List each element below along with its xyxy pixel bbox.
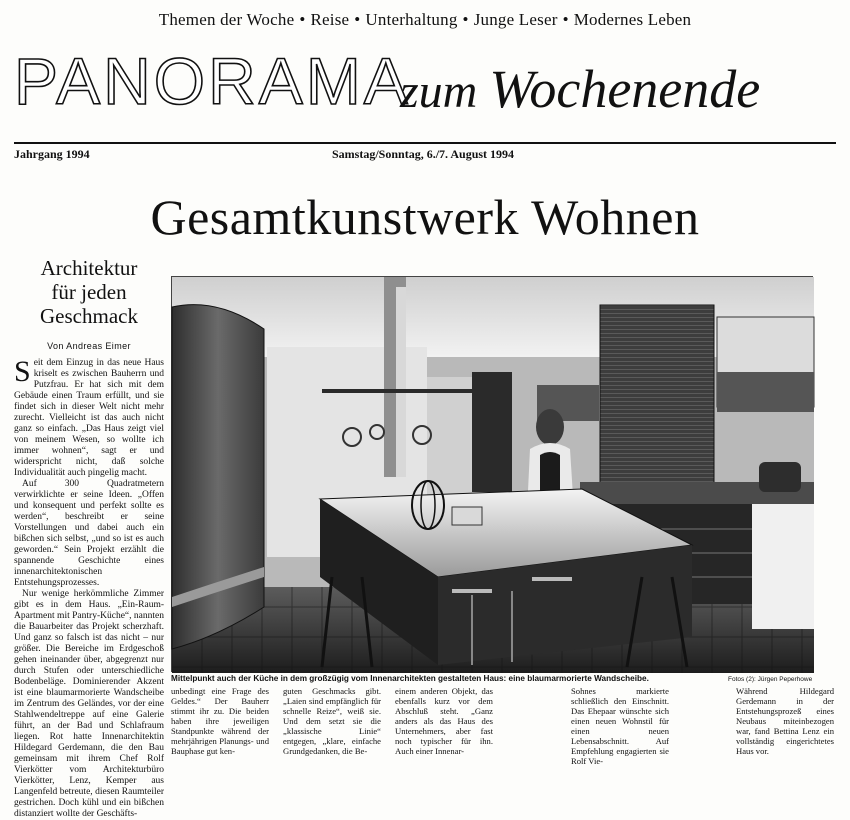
- bottom-columns: [171, 686, 840, 766]
- article-headline: Gesamtkunstwerk Wohnen: [150, 189, 700, 245]
- article-column: unbedingt eine Frage des Geldes.“ Der Bauherr stimmt ihr zu. Die beiden haben ihre jeweiligen Standpunkte während der mehrjährigen Planungs- und Bauphase gut ken-: [171, 686, 269, 756]
- kitchen-photo: [171, 276, 813, 672]
- topics-bar: [0, 10, 850, 30]
- subheadline-line: Geschmack: [40, 304, 138, 328]
- masthead-main: Wochenende: [489, 59, 761, 119]
- paragraph-text: eit dem Einzug in das neue Haus kriselt es zwischen Bauherrn und Putzfrau. Er hat sich mit dem Gebäude einen Traum erfüllt, und sie findet sich in dieser Welt nicht mehr zurecht. Vielleicht ist das auch nicht ganz so einfach. „Das Haus zeigt viel von meinem Wesen, so wollte ich immer wohnen“, sagt er und widerspricht nicht, daß solche Individualität auch pingelig macht.: [14, 358, 164, 478]
- issue-date: Samstag/Sonntag, 6./7. August 1994: [332, 147, 515, 161]
- subheadline-line: für jeden: [51, 280, 127, 304]
- article-column-1: [14, 355, 164, 819]
- topic-separator: •: [354, 10, 361, 29]
- topic-item[interactable]: Themen der Woche: [158, 10, 295, 29]
- topic-separator: •: [562, 10, 569, 29]
- article-column: Während Hildegard Gerdemann in der Entstehungsprozeß eines Neubaus miteinbezogen war, fand Bettina Lenz ein vollständig eingerichtetes Haus vor.: [736, 686, 834, 756]
- subheadline-line: Architektur: [40, 256, 138, 280]
- article-column: einem anderen Objekt, das ebenfalls kurz vor dem Abschluß steht. „Ganz anders als das Haus des Unternehmers, aber fast noch typischer für ihn. Auch einer Innenar-: [395, 686, 493, 756]
- topic-separator: •: [462, 10, 469, 29]
- photo-credit: Fotos (2): Jürgen Peperhowe: [728, 676, 813, 683]
- topic-item[interactable]: Reise: [310, 10, 350, 29]
- topic-item[interactable]: Junge Leser: [473, 10, 558, 29]
- topic-item[interactable]: Modernes Leben: [573, 10, 692, 29]
- masthead-prefix: zum: [400, 65, 478, 118]
- article-byline: Von Andreas Eimer: [47, 341, 131, 351]
- kitchen-photo-illustration: [172, 277, 814, 673]
- masthead-panorama: PANORAMA: [14, 44, 411, 118]
- masthead-wochenende: [400, 59, 761, 119]
- article-paragraph: Nur wenige herkömmliche Zimmer gibt es in dem Haus. „Ein-Raum-Apartment mit Pantry-Küche“, nannten die Bauarbeiter das Projekt scherzhaft. Und ganz so falsch ist das nicht – nur größer. Die Bereiche im Erdgeschoß gehen ineinander über, abgegrenzt nur durch Stufen oder unterschiedliche Bodenbeläge. Dominierender Akzent ist eine blaumarmorierte Wandscheibe im Zentrum des Geländes, vor der eine Stahlwendeltreppe auf eine Galerie führt, an der Bad und Schlafraum liegen. Rot hatte Innenarchitektin Hildegard Gerdemann, die den Bau gemeinsam mit ihrem Chef Rolf Vierkötter vom Architekturbüro Vierkötter, Lenz, Kemper aus Langenfeld betreute, diesen Raumteiler gestrichen. Doch kühl und ein bißchen distanziert wollte der Geschäfts-: [14, 589, 164, 819]
- article-paragraph: [14, 355, 164, 479]
- topic-item[interactable]: Unterhaltung: [365, 10, 458, 29]
- article-paragraph: Auf 300 Quadratmetern verwirklichte er seine Ideen. „Offen und konsequent und perfekt sollte es werden“, beschreibt er seine Vorstellungen und dabei auch ein bißchen sich selbst, „und so ist es auch geworden.“ Sein Projekt erzählt die spannende Geschichte eines innenarchitektonischen Entstehungsprozesses.: [14, 479, 164, 588]
- article-subheadline: [14, 256, 164, 328]
- masthead-rule: [14, 142, 836, 144]
- article-column: guten Geschmacks gibt. „Laien sind empfänglich für schnelle Reize“, weiß sie. Und dem setzt sie die „klassische Linie“ entgegen, „klare, einfache Grundgedanken, die Be-: [283, 686, 381, 756]
- photo-caption: Mittelpunkt auch der Küche in dem großzügig vom Innenarchitekten gestalteten Haus: eine blaumarmorierte Wandscheibe.: [171, 674, 649, 683]
- volume-label: Jahrgang 1994: [14, 147, 90, 161]
- article-column: Sohnes markierte schließlich den Einschnitt. Das Ehepaar wünschte sich einen neuen Wohnstil für einen neuen Lebensabschnitt. Auf Empfehlung engagierten sie Rolf Vie-: [571, 686, 669, 766]
- topic-separator: •: [299, 10, 306, 29]
- drop-cap: S: [14, 355, 31, 388]
